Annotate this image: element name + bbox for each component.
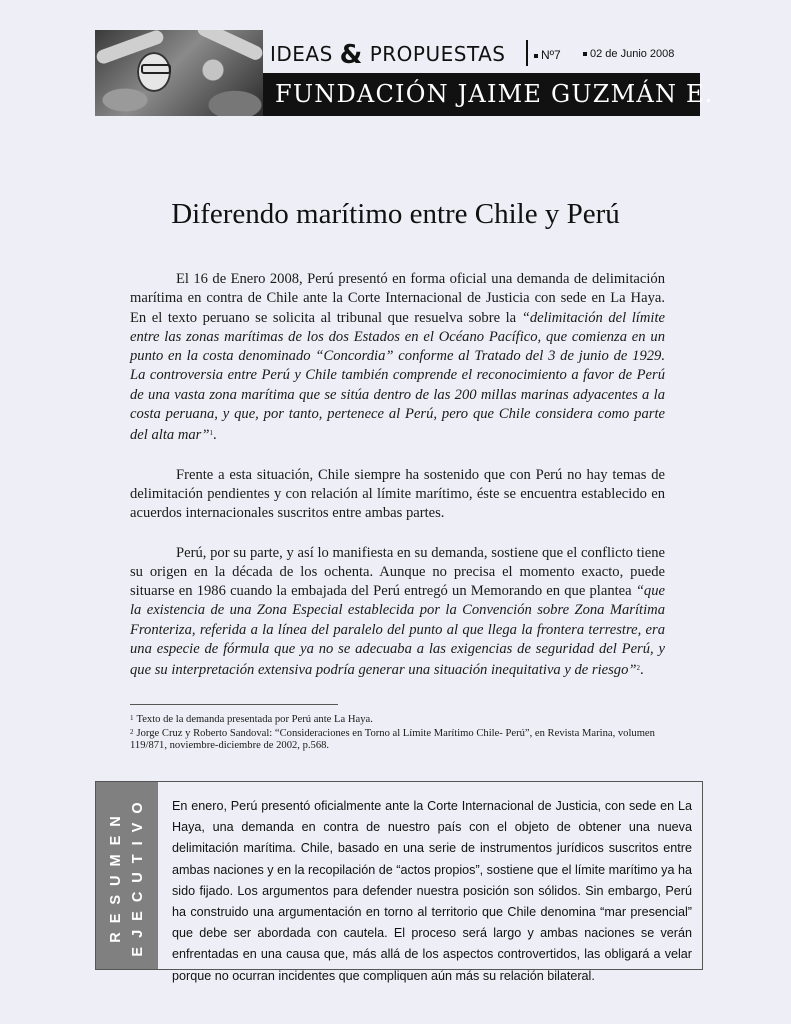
summary-label-line: EJECUTIVO bbox=[130, 793, 146, 957]
footnotes bbox=[130, 712, 670, 753]
footnote-text: Jorge Cruz y Roberto Sandoval: “Consideraciones en Torno al Límite Marítimo Chile- Perú”, en Revista Marina, volumen 119/871, noviembre-diciembre de 2002, p.568. bbox=[130, 728, 655, 752]
issue-date-text: 02 de Junio 2008 bbox=[590, 48, 675, 60]
bullet-square-icon bbox=[583, 52, 587, 56]
foundation-name: FUNDACIÓN JAIME GUZMÁN E. bbox=[275, 80, 714, 108]
footnote-text: Texto de la demanda presentada por Perú ante La Haya. bbox=[136, 714, 373, 725]
footnote-ref-2[interactable]: 2 bbox=[636, 664, 641, 673]
footnote-number: 1 bbox=[130, 714, 134, 722]
footnote-2 bbox=[130, 726, 670, 752]
paragraph-3 bbox=[130, 544, 665, 681]
paragraph-1 bbox=[130, 270, 665, 446]
article-body bbox=[130, 270, 665, 701]
paragraph-text: El 16 de Enero 2008, Perú presentó en forma oficial una demanda de delimitación marítima en contra de Chile ante la Corte Internacional de Justicia con sede en La Haya. En el texto peruano se solicita al tribunal que resuelva sobre la bbox=[130, 271, 665, 326]
photo-glasses bbox=[141, 64, 171, 74]
paragraph-2: Frente a esta situación, Chile siempre ha sostenido que con Perú no hay temas de delimitación pendientes y con relación al límite marítimo, éste se encuentra establecido en acuerdos internacionales suscritos entre ambas partes. bbox=[130, 466, 665, 522]
executive-summary-label bbox=[105, 793, 149, 956]
quote-text: “que la existencia de una Zona Especial establecida por la Convención sobre Zona Marítima Fronteriza, referida a la línea del paralelo del punto al que llega la frontera terrestre, era una especie de fórmula que ya no se adecuaba a las exigencias de seguridad del Perú, y que su interpretación extensiva podría generar una situación inequitativa y de riesgo” bbox=[130, 583, 665, 679]
paragraph-text: Perú, por su parte, y así lo manifiesta en su demanda, sostiene que el conflicto tiene su origen en la década de los ochenta. Aunque no precisa el momento exacto, puede situarse en 1986 cuando la embajada del Perú entregó un Memorando en que plantea bbox=[130, 544, 665, 600]
executive-summary-tab bbox=[96, 782, 158, 969]
footnote-divider bbox=[130, 704, 338, 705]
series-name-part: IDEAS bbox=[270, 42, 340, 66]
foundation-banner bbox=[263, 73, 714, 116]
series-name bbox=[270, 40, 506, 70]
quote-text: “delimitación del límite entre las zonas marítimas de los dos Estados en el Océano Pacífico, que comienza en un punto en la costa denominado “Concordia” conforme al Tratado del 3 de junio de 1929. La controversia entre Perú y Chile también comprende el reconocimiento a favor de Perú de una vasta zona marítima que se sitúa dentro de las 200 millas marinas adyacentes a la costa peruana, y que, por tanto, pertenece al Perú, pero que Chile considera como parte del alta mar” bbox=[130, 309, 665, 444]
paragraph-end: . bbox=[640, 662, 644, 679]
series-ampersand: & bbox=[339, 40, 363, 70]
header-separator bbox=[526, 40, 528, 66]
issue-number-text: Nº7 bbox=[541, 48, 561, 62]
footnote-number: 2 bbox=[130, 728, 134, 737]
series-name-part: PROPUESTAS bbox=[362, 42, 506, 66]
issue-date bbox=[583, 48, 674, 60]
footnote-ref-1[interactable]: 1 bbox=[209, 429, 213, 438]
footnote-1 bbox=[130, 712, 670, 726]
photo-arm bbox=[195, 30, 263, 62]
executive-summary-text: En enero, Perú presentó oficialmente ante la Corte Internacional de Justicia, con sede en La Haya, una demanda en contra de nuestro país con el objeto de obtener una nueva delimitación marítima. Chile, basado en una serie de instrumentos jurídicos suscritos entre ambas naciones y en la recopilación de “actos propios”, sostiene que el límite marítimo ya ha sido fijado. Los argumentos para defender nuestra posición son sólidos. Sin embargo, Perú ha construido una argumentación en torno al territorio que Chile denomina “mar presencial” que debe ser abordada con cautela. El proceso será largo y ambas naciones se verán enfrentadas en una causa que, más allá de los aspectos controvertidos, las obligará a velar porque no ocurran incidentes que compliquen aún más su relación bilateral. bbox=[172, 799, 692, 983]
issue-number bbox=[534, 48, 561, 62]
summary-label-line: RESUMEN bbox=[108, 807, 124, 943]
executive-summary-box bbox=[95, 781, 703, 983]
bullet-square-icon bbox=[534, 54, 538, 58]
header-photo bbox=[95, 30, 263, 116]
paragraph-end: . bbox=[212, 427, 217, 444]
page-title: Diferendo marítimo entre Chile y Perú bbox=[171, 198, 620, 230]
